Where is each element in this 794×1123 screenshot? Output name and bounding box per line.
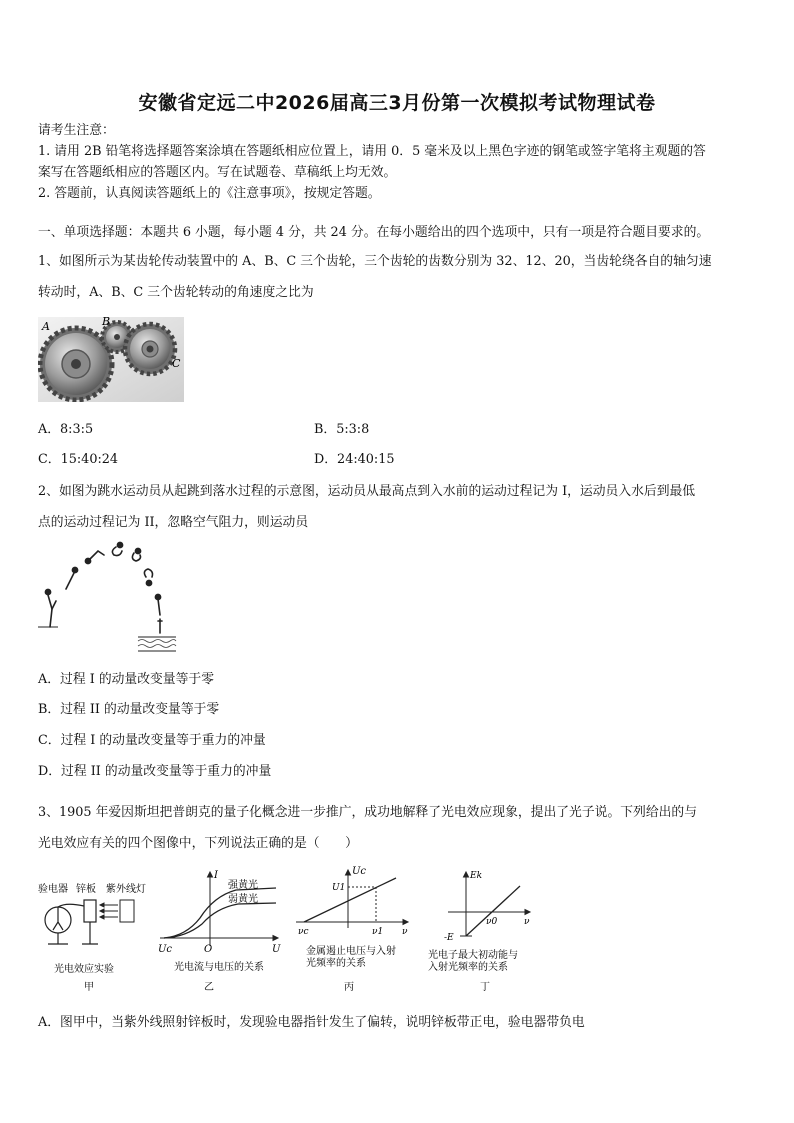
svg-text:Ek: Ek [470, 871, 483, 881]
weak-light-curve [164, 903, 276, 938]
fig-yi-name: 乙 [204, 982, 214, 993]
fig-yi-caption: 光电流与电压的关系 [174, 962, 264, 973]
fig-ding-name: 丁 [480, 982, 490, 993]
q3-text-line-2: 光电效应有关的四个图像中，下列说法正确的是（ ） [38, 836, 358, 851]
electroscope-icon [45, 907, 71, 944]
q1-option-b[interactable]: B．5:3:8 [314, 422, 370, 437]
weak-yellow-label: 弱黄光 [228, 894, 258, 905]
strong-yellow-label: 强黄光 [228, 880, 258, 891]
fig-jia-label-electroscope: 验电器 [38, 884, 68, 895]
q3-fig-bing [292, 862, 414, 996]
notice-heading: 请考生注意： [38, 123, 115, 138]
q2-option-d[interactable]: D．过程 II 的动量改变量等于重力的冲量 [38, 764, 272, 779]
zinc-plate-icon [58, 900, 98, 944]
fig-ding-caption-2: 入射光频率的关系 [428, 962, 508, 973]
notice-line-1: 1. 请用 2B 铅笔将选择题答案涂填在答题纸相应位置上，请用 0．5 毫米及以上黑色字迹的钢笔或签字笔将主观题的答 [38, 144, 706, 159]
fig-bing-caption-1: 金属遏止电压与入射 [306, 946, 396, 957]
exam-title: 安徽省定远二中2026届高三3月份第一次模拟考试物理试卷 [138, 92, 656, 114]
q2-option-c[interactable]: C．过程 I 的动量改变量等于重力的冲量 [38, 733, 266, 748]
gear-c-icon [125, 324, 175, 374]
svg-text:Uc: Uc [158, 944, 173, 955]
q3-text-line-1: 3、1905 年爱因斯坦把普朗克的量子化概念进一步推广，成功地解释了光电效应现象，提出了光子说。下列给出的与 [38, 805, 698, 820]
q3-fig-yi [156, 866, 288, 996]
stopping-voltage-line [304, 878, 396, 922]
svg-text:ν: ν [524, 917, 530, 927]
q3-fig-jia [36, 870, 156, 995]
q1-option-a[interactable]: A．8:3:5 [38, 422, 94, 437]
fig-jia-name: 甲 [84, 982, 94, 993]
q2-diver-figure [38, 537, 178, 655]
q1-option-c[interactable]: C．15:40:24 [38, 452, 119, 467]
svg-text:ν0: ν0 [486, 917, 498, 927]
fig-bing-caption-2: 光频率的关系 [306, 958, 366, 969]
fig-jia-caption: 光电效应实验 [54, 964, 114, 975]
svg-text:-E: -E [444, 933, 454, 943]
section-1-header: 一、单项选择题：本题共 6 小题，每小题 4 分，共 24 分。在每小题给出的四个选项中，只有一项是符合题目要求的。 [38, 225, 710, 240]
kinetic-energy-line [466, 886, 520, 936]
fig-jia-label-uv-lamp: 紫外线灯 [106, 884, 146, 895]
svg-text:Uc: Uc [352, 866, 367, 877]
fig-bing-name: 丙 [344, 982, 354, 993]
svg-text:νc: νc [298, 927, 309, 937]
svg-text:ν1: ν1 [372, 927, 384, 937]
svg-text:I: I [214, 870, 218, 881]
gear-label-a: A [42, 320, 50, 333]
gear-label-c: C [172, 357, 181, 370]
notice-line-3: 2. 答题前，认真阅读答题纸上的《注意事项》，按规定答题。 [38, 186, 381, 201]
q2-text-line-1: 2、如图为跳水运动员从起跳到落水过程的示意图，运动员从最高点到入水前的运动过程记为 I，运动员入水后到最低 [38, 484, 696, 499]
strong-light-curve [164, 888, 276, 938]
q2-option-b[interactable]: B．过程 II 的动量改变量等于零 [38, 702, 220, 717]
gear-label-b: B [102, 317, 111, 328]
svg-text:U: U [272, 944, 281, 955]
uv-lamp-icon [100, 900, 134, 922]
q1-text-line-2: 转动时，A、B、C 三个齿轮转动的角速度之比为 [38, 285, 314, 300]
notice-line-2: 案写在答题纸相应的答题区内。写在试题卷、草稿纸上均无效。 [38, 165, 397, 180]
fig-ding-caption-1: 光电子最大初动能与 [428, 950, 518, 961]
fig-jia-label-zinc: 锌板 [76, 884, 96, 895]
svg-text:U1: U1 [332, 883, 346, 893]
q1-gear-figure [38, 317, 184, 402]
q2-option-a[interactable]: A．过程 I 的动量改变量等于零 [38, 672, 214, 687]
q2-text-line-2: 点的运动过程记为 II，忽略空气阻力，则运动员 [38, 515, 309, 530]
q3-option-a[interactable]: A．图甲中，当紫外线照射锌板时，发现验电器指针发生了偏转，说明锌板带正电，验电器带负电 [38, 1015, 585, 1030]
svg-text:ν: ν [402, 927, 408, 937]
q1-text-line-1: 1、如图所示为某齿轮传动装置中的 A、B、C 三个齿轮，三个齿轮的齿数分别为 32、12、20，当齿轮绕各自的轴匀速 [38, 254, 712, 269]
q3-fig-ding [424, 866, 536, 996]
q1-option-d[interactable]: D．24:40:15 [314, 452, 395, 467]
svg-text:O: O [204, 944, 213, 955]
